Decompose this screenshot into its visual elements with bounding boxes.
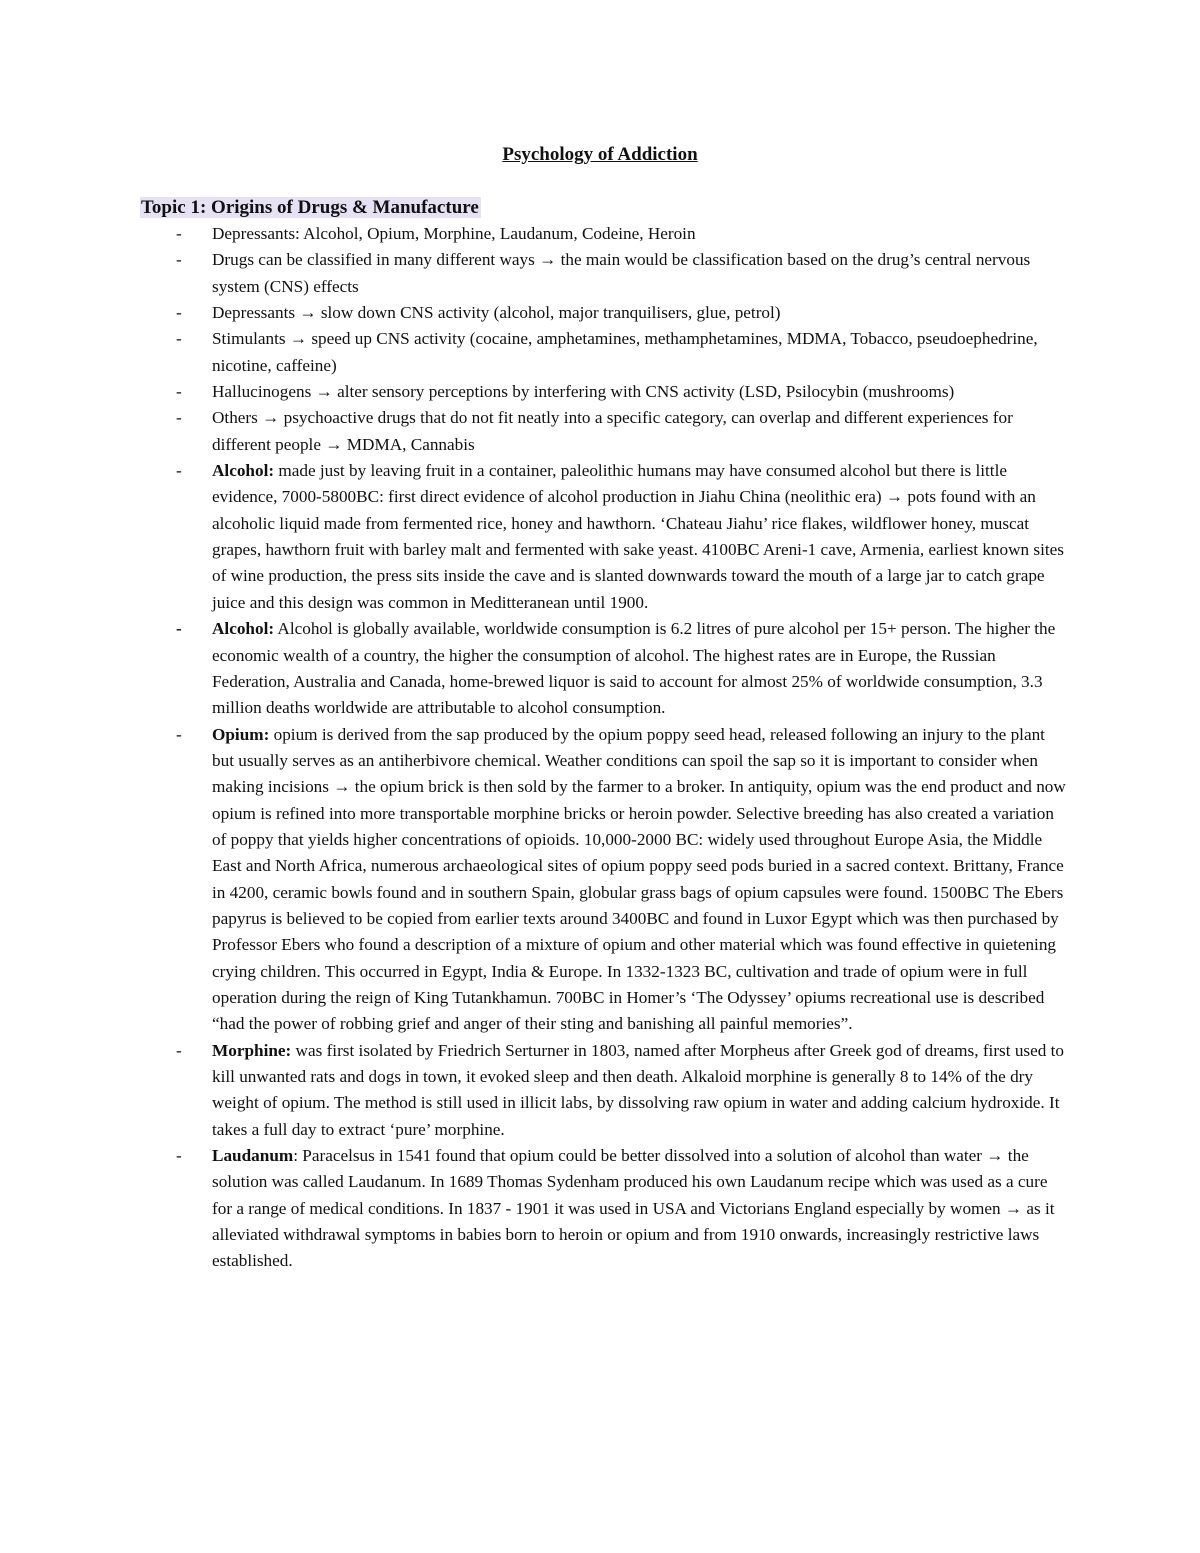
bullet-lead: Laudanum	[212, 1146, 294, 1166]
bullet-marker: -	[176, 619, 182, 639]
list-item	[140, 1038, 1070, 1143]
bullet-text: Others → psychoactive drugs that do not fit neatly into a specific category, can overlap and different experiences for different people → MDMA, Cannabis	[212, 408, 1013, 454]
bullet-text: Drugs can be classified in many different ways → the main would be classification based on the drug’s central nervous system (CNS) effects	[212, 250, 1031, 296]
bullet-marker: -	[176, 382, 182, 402]
list-item	[140, 247, 1070, 300]
bullet-marker: -	[176, 303, 182, 323]
bullet-text: : Paracelsus in 1541 found that opium could be better dissolved into a solution of alcohol than water → the solution was called Laudanum. In 1689 Thomas Sydenham produced his own Laudanum recipe which was used as a cure for a range of medical conditions. In 1837 - 1901 it was used in USA and Victorians England especially by women → as it alleviated withdrawal symptoms in babies born to heroin or opium and from 1910 onwards, increasingly restrictive laws established.	[212, 1146, 1055, 1271]
list-item	[140, 405, 1070, 458]
bullet-marker: -	[176, 250, 182, 270]
list-item	[140, 379, 1070, 405]
list-item	[140, 458, 1070, 616]
list-item	[140, 300, 1070, 326]
topic-heading	[140, 195, 481, 221]
bullet-text: Depressants → slow down CNS activity (alcohol, major tranquilisers, glue, petrol)	[212, 303, 781, 323]
bullet-marker: -	[176, 224, 182, 243]
bullet-text: made just by leaving fruit in a container, paleolithic humans may have consumed alcohol but there is little evidence, 7000-5800BC: first direct evidence of alcohol production in Jiahu China (neolithic era) → pots found with an alcoholic liquid made from fermented rice, honey and hawthorn. ‘Chateau Jiahu’ rice flakes, wildflower honey, muscat grapes, hawthorn fruit with barley malt and fermented with sake yeast. 4100BC Areni-1 cave, Armenia, earliest known sites of wine production, the press sits inside the cave and is slanted downwards toward the mouth of a large jar to catch grape juice and this design was common in Meditteranean until 1900.	[212, 461, 1064, 612]
topic-heading-text: Topic 1: Origins of Drugs & Manufacture	[141, 197, 479, 218]
bullet-marker: -	[176, 1146, 182, 1166]
list-item	[140, 722, 1070, 1038]
bullet-text: Depressants: Alcohol, Opium, Morphine, Laudanum, Codeine, Heroin	[212, 224, 696, 243]
bullet-marker: -	[176, 1040, 182, 1060]
list-item	[140, 221, 1070, 247]
bullet-lead: Alcohol:	[212, 461, 275, 481]
bullet-text: Stimulants → speed up CNS activity (cocaine, amphetamines, methamphetamines, MDMA, Tobacco, pseudoephedrine, nicotine, caffeine)	[212, 329, 1038, 375]
bullet-text: Alcohol is globally available, worldwide consumption is 6.2 litres of pure alcohol per 15+ person. The higher the economic wealth of a country, the higher the consumption of alcohol. The highest rates are in Europe, the Russian Federation, Australia and Canada, home-brewed liquor is said to account for almost 25% of worldwide consumption, 3.3 million deaths worldwide are attributable to alcohol consumption.	[212, 619, 1056, 718]
list-item	[140, 1143, 1070, 1275]
bullet-lead: Morphine:	[212, 1040, 292, 1060]
list-item	[140, 616, 1070, 721]
bullet-lead: Opium:	[212, 724, 270, 744]
bullet-marker: -	[176, 329, 182, 349]
bullet-text: opium is derived from the sap produced by the opium poppy seed head, released following an injury to the plant but usually serves as an antiherbivore chemical. Weather conditions can spoil the sap so it is important to consider when making incisions → the opium brick is then sold by the farmer to a broker. In antiquity, opium was the end product and now opium is refined into more transportable morphine bricks or heroin powder. Selective breeding has also created a variation of poppy that yields higher concentrations of opioids. 10,000-2000 BC: widely used throughout Europe Asia, the Middle East and North Africa, numerous archaeological sites of opium poppy seed pods buried in a sacred context. Brittany, France in 4200, ceramic bowls found and in southern Spain, globular grass bags of opium capsules were found. 1500BC The Ebers papyrus is believed to be copied from earlier texts around 3400BC and found in Luxor Egypt which was then purchased by Professor Ebers who found a description of a mixture of opium and other material which was found effective in quietening crying children. This occurred in Egypt, India & Europe. In 1332-1323 BC, cultivation and trade of opium were in full operation during the reign of King Tutankhamun. 700BC in Homer’s ‘The Odyssey’ opiums recreational use is described “had the power of robbing grief and anger of their sting and banishing all painful memories”.	[212, 724, 1066, 1034]
bullet-marker: -	[176, 408, 182, 428]
bullet-list	[140, 221, 1070, 1275]
bullet-lead: Alcohol:	[212, 619, 275, 639]
list-item	[140, 326, 1070, 379]
bullet-marker: -	[176, 724, 182, 744]
bullet-text: was first isolated by Friedrich Serturner in 1803, named after Morpheus after Greek god of dreams, first used to kill unwanted rats and dogs in town, it evoked sleep and then death. Alkaloid morphine is generally 8 to 14% of the dry weight of opium. The method is still used in illicit labs, by dissolving raw opium in water and adding calcium hydroxide. It takes a full day to extract ‘pure’ morphine.	[212, 1040, 1064, 1139]
bullet-marker: -	[176, 461, 182, 481]
document-title: Psychology of Addiction	[502, 144, 698, 165]
bullet-text: Hallucinogens → alter sensory perceptions by interfering with CNS activity (LSD, Psilocybin (mushrooms)	[212, 382, 955, 402]
